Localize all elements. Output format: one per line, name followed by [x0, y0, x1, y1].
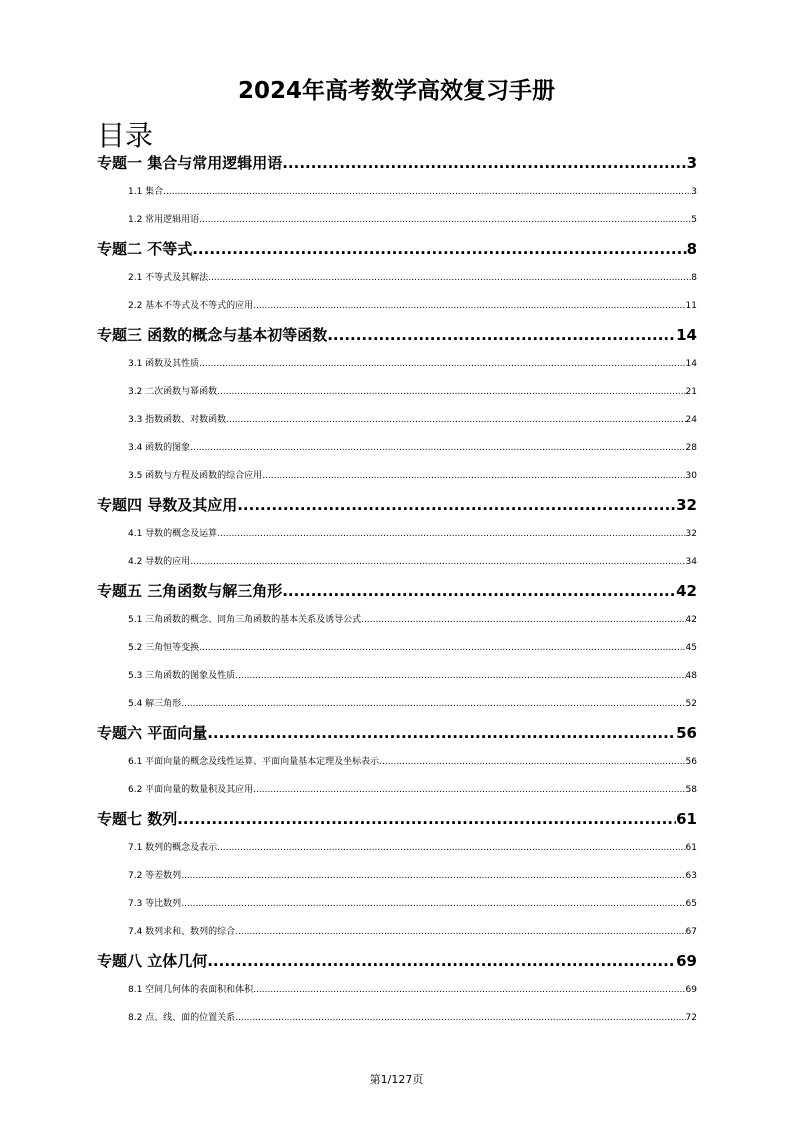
toc-section-entry[interactable]	[97, 548, 697, 576]
toc-section-entry[interactable]	[97, 462, 697, 490]
toc-section-entry[interactable]	[97, 206, 697, 234]
toc-section-entry-page-number: 32	[685, 529, 697, 539]
dot-leader	[262, 462, 685, 490]
document-title: 2024年高考数学高效复习手册	[237, 78, 555, 104]
dot-leader	[237, 490, 676, 520]
toc-section-entry-page-number: 3	[691, 187, 697, 197]
dot-leader	[192, 234, 686, 264]
dot-leader	[199, 206, 691, 234]
toc-section-entry[interactable]	[97, 918, 697, 946]
dot-leader	[217, 520, 685, 548]
toc-chapter-entry[interactable]	[97, 320, 697, 350]
toc-section-entry[interactable]	[97, 890, 697, 918]
toc-section-entry-page-number: 67	[685, 927, 697, 937]
toc-chapter-entry-label: 专题四 导数及其应用	[97, 496, 238, 514]
dot-leader	[217, 378, 685, 406]
toc-section-entry-page-number: 5	[691, 215, 697, 225]
dot-leader	[199, 634, 685, 662]
toc-chapter-entry-label: 专题一 集合与常用逻辑用语	[97, 154, 283, 172]
dot-leader	[226, 406, 685, 434]
dot-leader	[253, 976, 685, 1004]
toc-chapter-entry-page-number: 8	[686, 240, 697, 258]
dot-leader	[235, 918, 685, 946]
toc-section-entry[interactable]	[97, 178, 697, 206]
page-footer: 第1/127页	[369, 1073, 424, 1086]
toc-section-entry-label: 5.2 三角恒等变换	[128, 643, 200, 653]
toc-section-entry-page-number: 21	[685, 387, 697, 397]
toc-section-entry-page-number: 61	[685, 843, 697, 853]
toc-section-entry[interactable]	[97, 690, 697, 718]
toc-section-entry-page-number: 48	[685, 671, 697, 681]
toc-chapter-entry-page-number: 42	[676, 582, 697, 600]
toc-section-entry-page-number: 8	[691, 273, 697, 283]
toc-chapter-entry-page-number: 56	[676, 724, 697, 742]
dot-leader	[253, 776, 685, 804]
toc-section-entry-label: 7.3 等比数列	[128, 899, 182, 909]
toc-section-entry-label: 2.1 不等式及其解法	[128, 273, 209, 283]
toc-section-entry-label: 3.3 指数函数、对数函数	[128, 415, 227, 425]
toc-chapter-entry-page-number: 32	[676, 496, 697, 514]
toc-chapter-entry-page-number: 3	[686, 154, 697, 172]
toc-chapter-entry[interactable]	[97, 804, 697, 834]
toc-chapter-entry-label: 专题五 三角函数与解三角形	[97, 582, 283, 600]
dot-leader	[181, 890, 685, 918]
toc-section-entry-label: 5.3 三角函数的图象及性质	[128, 671, 236, 681]
toc-section-entry[interactable]	[97, 378, 697, 406]
dot-leader	[282, 576, 676, 606]
toc-chapter-entry[interactable]	[97, 490, 697, 520]
dot-leader	[253, 292, 685, 320]
toc-section-entry-label: 7.2 等差数列	[128, 871, 182, 881]
toc-section-entry-page-number: 34	[685, 557, 697, 567]
toc-section-entry-label: 3.4 函数的图象	[128, 443, 191, 453]
dot-leader	[235, 1004, 685, 1032]
toc-section-entry-page-number: 28	[685, 443, 697, 453]
toc-chapter-entry[interactable]	[97, 234, 697, 264]
dot-leader	[163, 178, 691, 206]
toc-section-entry-page-number: 11	[685, 301, 697, 311]
toc-section-entry-page-number: 42	[685, 615, 697, 625]
dot-leader	[235, 662, 685, 690]
toc-section-entry-label: 5.1 三角函数的概念、同角三角函数的基本关系及诱导公式	[128, 615, 362, 625]
toc-section-entry[interactable]	[97, 292, 697, 320]
toc-section-entry-page-number: 65	[685, 899, 697, 909]
toc-section-entry[interactable]	[97, 434, 697, 462]
toc-section-entry-page-number: 24	[685, 415, 697, 425]
toc-section-entry-label: 5.4 解三角形	[128, 699, 182, 709]
toc-section-entry-page-number: 45	[685, 643, 697, 653]
toc-chapter-entry-page-number: 14	[676, 326, 697, 344]
toc-section-entry-page-number: 56	[685, 757, 697, 767]
toc-section-entry[interactable]	[97, 862, 697, 890]
toc-section-entry[interactable]	[97, 834, 697, 862]
dot-leader	[177, 804, 676, 834]
toc-section-entry-label: 7.4 数列求和、数列的综合	[128, 927, 236, 937]
toc-section-entry[interactable]	[97, 634, 697, 662]
dot-leader	[327, 320, 676, 350]
dot-leader	[208, 264, 691, 292]
toc-section-entry[interactable]	[97, 776, 697, 804]
toc-section-entry[interactable]	[97, 1004, 697, 1032]
toc-section-entry-label: 3.5 函数与方程及函数的综合应用	[128, 471, 263, 481]
dot-leader	[361, 606, 685, 634]
toc-section-entry[interactable]	[97, 976, 697, 1004]
toc-section-entry[interactable]	[97, 606, 697, 634]
toc-chapter-entry[interactable]	[97, 718, 697, 748]
toc-section-entry-label: 2.2 基本不等式及不等式的应用	[128, 301, 254, 311]
toc-chapter-entry[interactable]	[97, 148, 697, 178]
table-of-contents	[97, 148, 697, 1032]
toc-section-entry-label: 4.2 导数的应用	[128, 557, 191, 567]
toc-section-entry[interactable]	[97, 748, 697, 776]
dot-leader	[199, 350, 685, 378]
dot-leader	[207, 718, 676, 748]
toc-section-entry[interactable]	[97, 350, 697, 378]
dot-leader	[190, 548, 685, 576]
toc-chapter-entry-label: 专题八 立体几何	[97, 952, 208, 970]
dot-leader	[190, 434, 685, 462]
dot-leader	[181, 690, 685, 718]
toc-section-entry-label: 6.2 平面向量的数量积及其应用	[128, 785, 254, 795]
toc-chapter-entry[interactable]	[97, 576, 697, 606]
toc-section-entry-label: 1.1 集合	[128, 187, 164, 197]
toc-section-entry-label: 1.2 常用逻辑用语	[128, 215, 200, 225]
toc-section-entry-page-number: 14	[685, 359, 697, 369]
toc-section-entry-label: 3.1 函数及其性质	[128, 359, 200, 369]
toc-chapter-entry-page-number: 69	[676, 952, 697, 970]
toc-heading: 目录	[97, 119, 154, 152]
toc-section-entry-page-number: 63	[685, 871, 697, 881]
toc-section-entry[interactable]	[97, 520, 697, 548]
toc-section-entry[interactable]	[97, 662, 697, 690]
toc-section-entry-page-number: 72	[685, 1013, 697, 1023]
toc-chapter-entry-label: 专题七 数列	[97, 810, 178, 828]
toc-chapter-entry-label: 专题六 平面向量	[97, 724, 208, 742]
toc-section-entry-label: 4.1 导数的概念及运算	[128, 529, 218, 539]
toc-chapter-entry-label: 专题二 不等式	[97, 240, 193, 258]
toc-section-entry[interactable]	[97, 264, 697, 292]
toc-section-entry-label: 3.2 二次函数与幂函数	[128, 387, 218, 397]
dot-leader	[217, 834, 685, 862]
dot-leader	[282, 148, 686, 178]
toc-section-entry-label: 8.2 点、线、面的位置关系	[128, 1013, 236, 1023]
dot-leader	[181, 862, 685, 890]
toc-chapter-entry-page-number: 61	[676, 810, 697, 828]
toc-section-entry-label: 6.1 平面向量的概念及线性运算、平面向量基本定理及坐标表示	[128, 757, 380, 767]
toc-section-entry-page-number: 52	[685, 699, 697, 709]
dot-leader	[207, 946, 676, 976]
toc-section-entry-page-number: 30	[685, 471, 697, 481]
toc-section-entry-label: 7.1 数列的概念及表示	[128, 843, 218, 853]
toc-chapter-entry[interactable]	[97, 946, 697, 976]
toc-chapter-entry-label: 专题三 函数的概念与基本初等函数	[97, 326, 328, 344]
toc-section-entry-page-number: 69	[685, 985, 697, 995]
toc-section-entry-label: 8.1 空间几何体的表面积和体积	[128, 985, 254, 995]
toc-section-entry-page-number: 58	[685, 785, 697, 795]
toc-section-entry[interactable]	[97, 406, 697, 434]
dot-leader	[379, 748, 685, 776]
